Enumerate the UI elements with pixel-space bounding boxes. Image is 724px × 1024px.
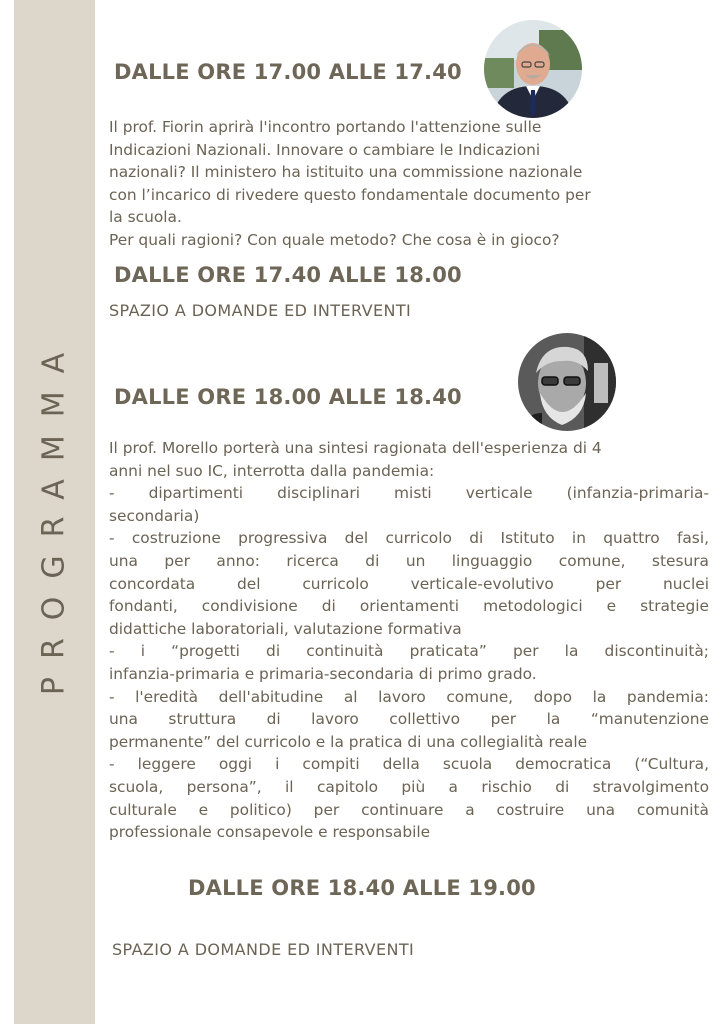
section-4-heading: DALLE ORE 18.40 ALLE 19.00 bbox=[188, 876, 536, 900]
section-1-heading: DALLE ORE 17.00 ALLE 17.40 bbox=[114, 60, 462, 84]
section-3-heading: DALLE ORE 18.00 ALLE 18.40 bbox=[114, 385, 462, 409]
person-photo-icon bbox=[518, 333, 616, 431]
section-3-description: Il prof. Morello porterà una sintesi ragionata dell'esperienza di 4 anni nel suo IC, interrotta dalla pandemia: - dipartimenti disciplinari misti verticale (infanzia-primaria- secondaria) - costruzione progressiva del curricolo di Istituto in quattro fasi, una per anno: ricerca di un linguaggio comune, stesura concordata del curricolo verticale-evolutivo per nuclei fondanti, condivisione di orientamenti metodologici e strategie didattiche laboratoriali, valutazione formativa - i “progetti di continuità praticata” per la discontinuità; infanzia-primaria e primaria-secondaria di primo grado. - l'eredità dell'abitudine al lavoro comune, dopo la pandemia: una struttura di lavoro collettivo per la “manutenzione permanente” del curricolo e la pratica di una collegialità reale - leggere oggi i compiti della scuola democratica (“Cultura, scuola, persona”, il capitolo più a rischio di stravolgimento culturale e politico) per continuare a costruire una comunità professionale consapevole e responsabile bbox=[109, 439, 709, 842]
section-1-description: Il prof. Fiorin aprirà l'incontro portando l'attenzione sulle Indicazioni Nazionali. Innovare o cambiare le Indicazioni nazionali? Il ministero ha istituito una commissione nazionale con l’incarico di rivedere questo fondamentale documento per la scuola. Per quali ragioni? Con quale metodo? Che cosa è in gioco? bbox=[109, 118, 591, 249]
speaker-fiorin-photo bbox=[484, 20, 582, 118]
sidebar-title: PROGRAMMA bbox=[36, 334, 72, 696]
section-2-note: SPAZIO A DOMANDE ED INTERVENTI bbox=[109, 301, 412, 320]
speaker-morello-photo bbox=[518, 333, 616, 431]
section-2-heading: DALLE ORE 17.40 ALLE 18.00 bbox=[114, 263, 462, 287]
person-photo-icon bbox=[484, 20, 582, 118]
section-4-note: SPAZIO A DOMANDE ED INTERVENTI bbox=[112, 940, 415, 959]
